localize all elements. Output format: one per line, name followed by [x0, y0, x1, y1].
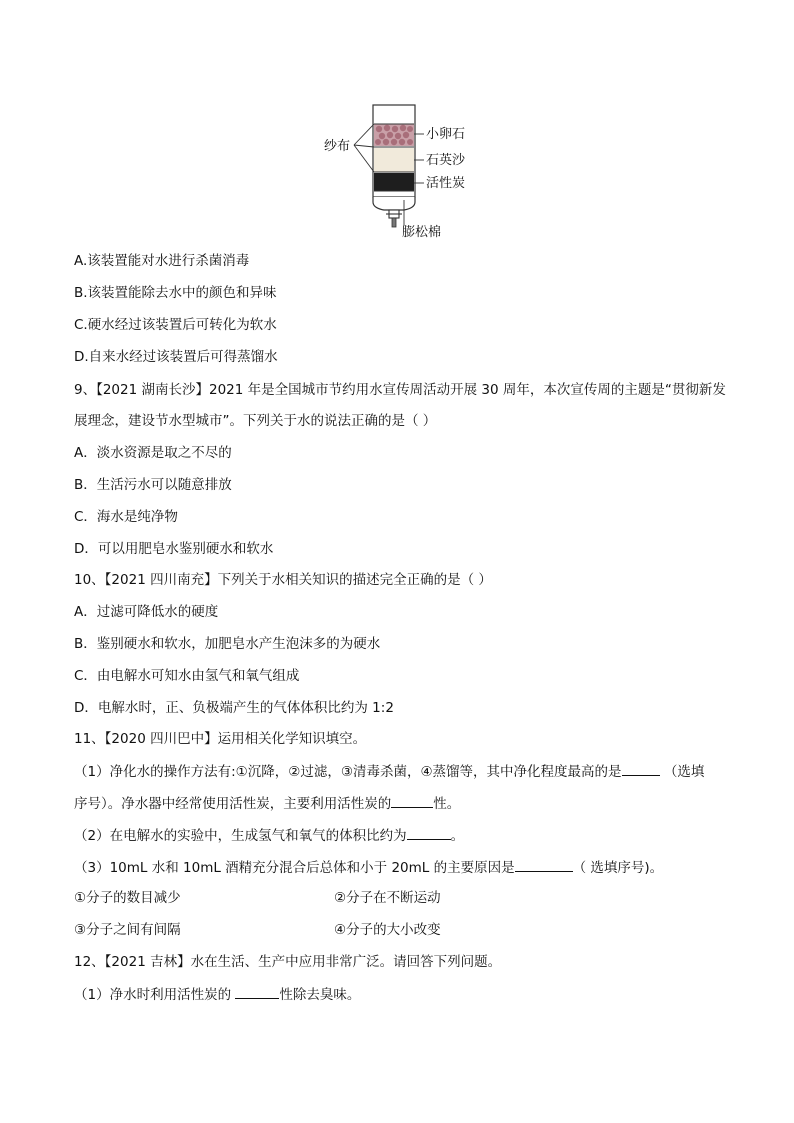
q8-option-b: B.该装置能除去水中的颜色和异味 — [74, 285, 277, 301]
q11-choice-2: ②分子在不断运动 — [334, 890, 441, 906]
q12-part1-text-b: 性除去臭味。 — [279, 987, 361, 1003]
q10-option-d: D．电解水时，正、负极端产生的气体体积比约为 1:2 — [74, 700, 394, 716]
label-pebbles: 小卵石 — [426, 127, 466, 142]
quartz-sand-layer — [374, 148, 414, 172]
q12-part1 — [74, 984, 360, 1005]
water-purifier-figure — [318, 100, 468, 240]
column-bottom — [373, 197, 415, 210]
q12-part1-text-a: （1）净水时利用活性炭的 — [74, 987, 232, 1003]
answer-blank[interactable] — [391, 793, 433, 808]
q11-part3-text-b: （ 选填序号)。 — [572, 860, 664, 876]
q12-stem: 12、【2021 吉林】水在生活、生产中应用非常广泛。请回答下列问题。 — [74, 954, 502, 970]
activated-carbon-layer — [374, 173, 414, 191]
q11-part3-text-a: （3）10mL 水和 10mL 酒精充分混合后总体和小于 20mL 的主要原因是 — [74, 860, 515, 876]
outlet-pipe — [392, 218, 396, 227]
q11-part2-text-a: （2）在电解水的实验中，生成氢气和氧气的体积比约为 — [74, 828, 407, 844]
q11-choice-4: ④分子的大小改变 — [334, 922, 441, 938]
q10-option-b: B．鉴别硬水和软水，加肥皂水产生泡沫多的为硬水 — [74, 636, 381, 652]
q8-option-a: A.该装置能对水进行杀菌消毒 — [74, 253, 250, 269]
q11-choice-1: ①分子的数目减少 — [74, 890, 181, 906]
q9-option-b: B．生活污水可以随意排放 — [74, 477, 232, 493]
q8-option-d: D.自来水经过该装置后可得蒸馏水 — [74, 349, 278, 365]
q11-part1-text-d: 性。 — [433, 796, 461, 812]
q11-stem: 11、【2020 四川巴中】运用相关化学知识填空。 — [74, 731, 367, 747]
q9-stem-line1: 9、【2021 湖南长沙】2021 年是全国城市节约用水宣传周活动开展 30 周年，本次宣传周的主题是“贯彻新发 — [74, 382, 726, 398]
label-cotton: 膨松棉 — [402, 225, 442, 240]
q11-part1-line2 — [74, 793, 460, 814]
q9-stem-line2: 展理念，建设节水型城市”。下列关于水的说法正确的是（ ） — [74, 413, 437, 429]
q11-part2-text-b: 。 — [450, 828, 465, 844]
answer-blank[interactable] — [235, 984, 279, 999]
q10-option-a: A．过滤可降低水的硬度 — [74, 604, 219, 620]
q11-part1-line1 — [74, 761, 704, 782]
label-gauze: 纱布 — [324, 139, 351, 154]
q11-choice-3: ③分子之间有间隔 — [74, 922, 181, 938]
q11-part1-text-c: 序号）。净水器中经常使用活性炭，主要利用活性炭的 — [74, 796, 392, 812]
q11-choice-row1 — [74, 888, 441, 908]
q11-part3 — [74, 857, 663, 878]
label-quartz-sand: 石英沙 — [426, 153, 466, 168]
q11-part2 — [74, 825, 464, 846]
q11-choice-row2 — [74, 920, 441, 940]
q9-option-a: A．淡水资源是取之不尽的 — [74, 445, 232, 461]
label-activated-carbon: 活性炭 — [426, 176, 466, 191]
q11-part1-text-a: （1）净化水的操作方法有:①沉降，②过滤，③清毒杀菌，④蒸馏等，其中净化程度最高的是 — [74, 764, 622, 780]
q8-option-c: C.硬水经过该装置后可转化为软水 — [74, 317, 277, 333]
answer-blank[interactable] — [622, 761, 660, 776]
q10-stem: 10、【2021 四川南充】下列关于水相关知识的描述完全正确的是（ ） — [74, 572, 492, 588]
q10-option-c: C．由电解水可知水由氢气和氧气组成 — [74, 668, 300, 684]
answer-blank[interactable] — [407, 825, 451, 840]
answer-blank[interactable] — [515, 857, 573, 872]
q11-part1-text-b: （选填 — [663, 764, 705, 780]
q9-option-d: D．可以用肥皂水鉴别硬水和软水 — [74, 541, 274, 557]
q9-option-c: C．海水是纯净物 — [74, 509, 178, 525]
